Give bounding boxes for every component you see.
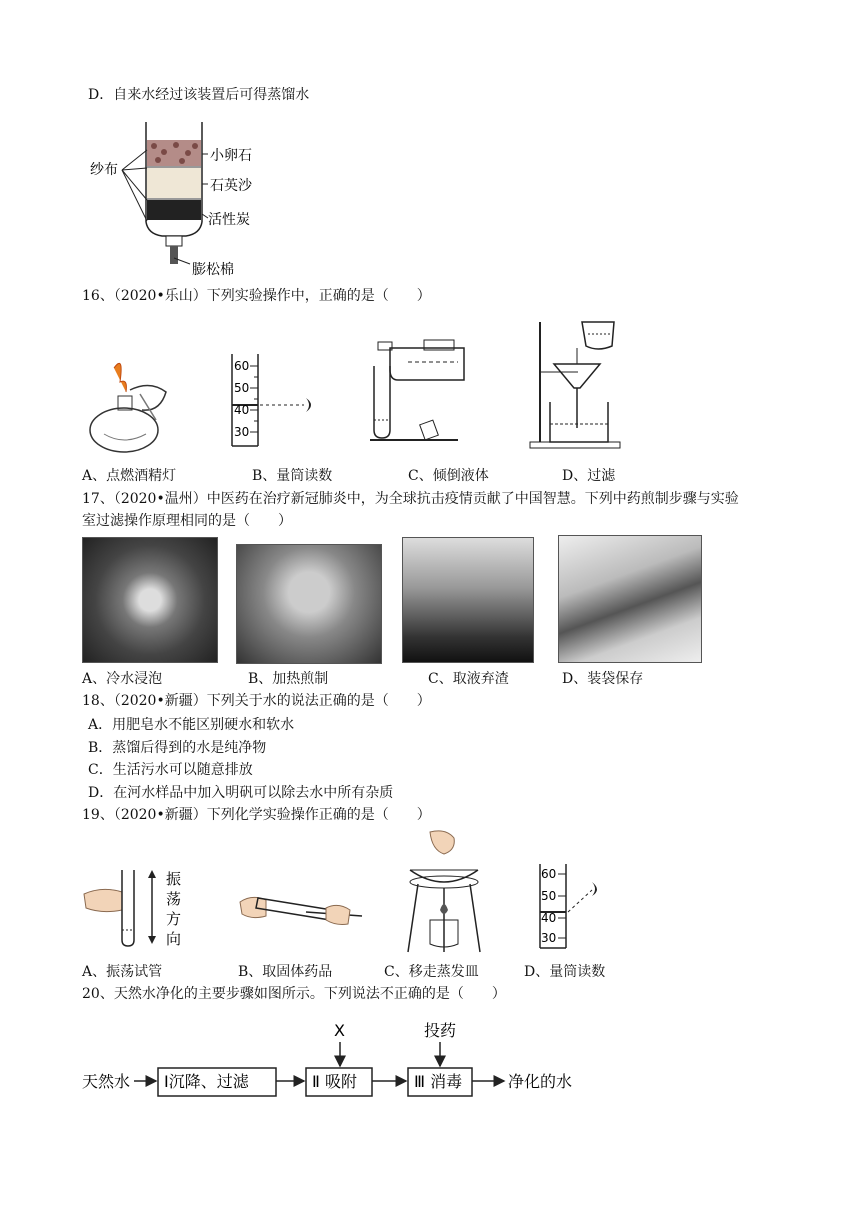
q17-option-c: C、取液弃渣 <box>428 671 509 687</box>
pebble-label: 小卵石 <box>210 148 252 164</box>
q17-stem-line1: 17、（2020•温州）中医药在治疗新冠肺炎中，为全球抗击疫情贡献了中国智慧。下列中药煎制步骤与实验 <box>82 491 739 507</box>
cyl-tick-40: 40 <box>234 403 250 417</box>
q16-figure-d-filtering <box>528 318 638 452</box>
q18-option-a: A．用肥皂水不能区别硬水和软水 <box>88 717 295 733</box>
cyl2-tick-50: 50 <box>541 889 557 903</box>
q19-option-c: C、移走蒸发皿 <box>384 964 479 980</box>
q15-option-d: D．自来水经过该装置后可得蒸馏水 <box>88 87 310 103</box>
q18-option-d: D．在河水样品中加入明矾可以除去水中所有杂质 <box>88 785 394 801</box>
q18-option-c: C．生活污水可以随意排放 <box>88 762 253 778</box>
flow-step1: Ⅰ沉降、过滤 <box>164 1072 249 1091</box>
cyl2-tick-60: 60 <box>541 867 557 881</box>
q17-stem-line2: 室过滤操作原理相同的是（ ） <box>82 513 292 529</box>
cyl-tick-50: 50 <box>234 381 250 395</box>
q18-stem: 18、（2020•新疆）下列关于水的说法正确的是（ ） <box>82 693 431 709</box>
q20-stem: 20、天然水净化的主要步骤如图所示。下列说法不正确的是（ ） <box>82 986 506 1002</box>
flow-step2: Ⅱ 吸附 <box>312 1072 357 1091</box>
cyl2-tick-30: 30 <box>541 931 557 945</box>
shake-label-2: 荡 <box>166 890 182 908</box>
flow-input-x: X <box>334 1021 345 1040</box>
q16-figure-b-cylinder <box>222 350 332 450</box>
activated-carbon-label: 活性炭 <box>208 212 250 228</box>
gauze-label: 纱布 <box>90 162 118 178</box>
q16-figure-c-pouring <box>368 330 480 448</box>
quartz-sand-label: 石英沙 <box>210 178 252 194</box>
q19-stem: 19、（2020•新疆）下列化学实验操作正确的是（ ） <box>82 807 431 823</box>
q16-option-c: C、倾倒液体 <box>408 468 489 484</box>
flow-end: 净化的水 <box>508 1072 573 1091</box>
shake-label-1: 振 <box>166 870 182 888</box>
carbon-layer <box>147 200 201 220</box>
q16-figure-a-lamp <box>80 350 190 460</box>
q19-figure-d-cylinder <box>536 862 636 952</box>
q18-option-b: B．蒸馏后得到的水是纯净物 <box>88 740 267 756</box>
cotton-label: 膨松棉 <box>192 262 234 278</box>
q19-option-a: A、振荡试管 <box>82 964 163 980</box>
flow-step3: Ⅲ 消毒 <box>414 1072 463 1091</box>
water-filter-figure <box>88 118 288 278</box>
q19-figure-b-solid <box>236 880 370 940</box>
q17-option-a: A、冷水浸泡 <box>82 671 163 687</box>
sand-layer <box>147 168 201 198</box>
q19-figure-c-evaporating <box>400 828 490 958</box>
q16-stem: 16、（2020•乐山）下列实验操作中，正确的是（ ） <box>82 288 431 304</box>
q16-option-d: D、过滤 <box>562 468 616 484</box>
flow-start: 天然水 <box>82 1072 131 1091</box>
water-purification-flowchart <box>80 1018 600 1110</box>
flow-input-dosing: 投药 <box>424 1021 457 1040</box>
eye-icon <box>306 398 311 412</box>
cyl-tick-30: 30 <box>234 425 250 439</box>
q17-photo-a-soaking <box>82 537 218 663</box>
q17-photo-c-straining <box>402 537 534 663</box>
q17-photo-b-decocting <box>236 544 382 664</box>
shake-label-3: 方 <box>166 910 182 928</box>
q19-option-b: B、取固体药品 <box>238 964 333 980</box>
cyl-tick-60: 60 <box>234 359 250 373</box>
eye-icon <box>592 882 597 896</box>
q16-option-b: B、量筒读数 <box>252 468 333 484</box>
q17-option-b: B、加热煎制 <box>248 671 329 687</box>
q19-option-d: D、量筒读数 <box>524 964 606 980</box>
cyl2-tick-40: 40 <box>541 911 557 925</box>
shake-label-4: 向 <box>166 930 182 948</box>
q17-option-d: D、装袋保存 <box>562 671 644 687</box>
q16-option-a: A、点燃酒精灯 <box>82 468 177 484</box>
q19-figure-a-shaking <box>82 864 192 952</box>
q17-photo-d-bagging <box>558 535 702 663</box>
